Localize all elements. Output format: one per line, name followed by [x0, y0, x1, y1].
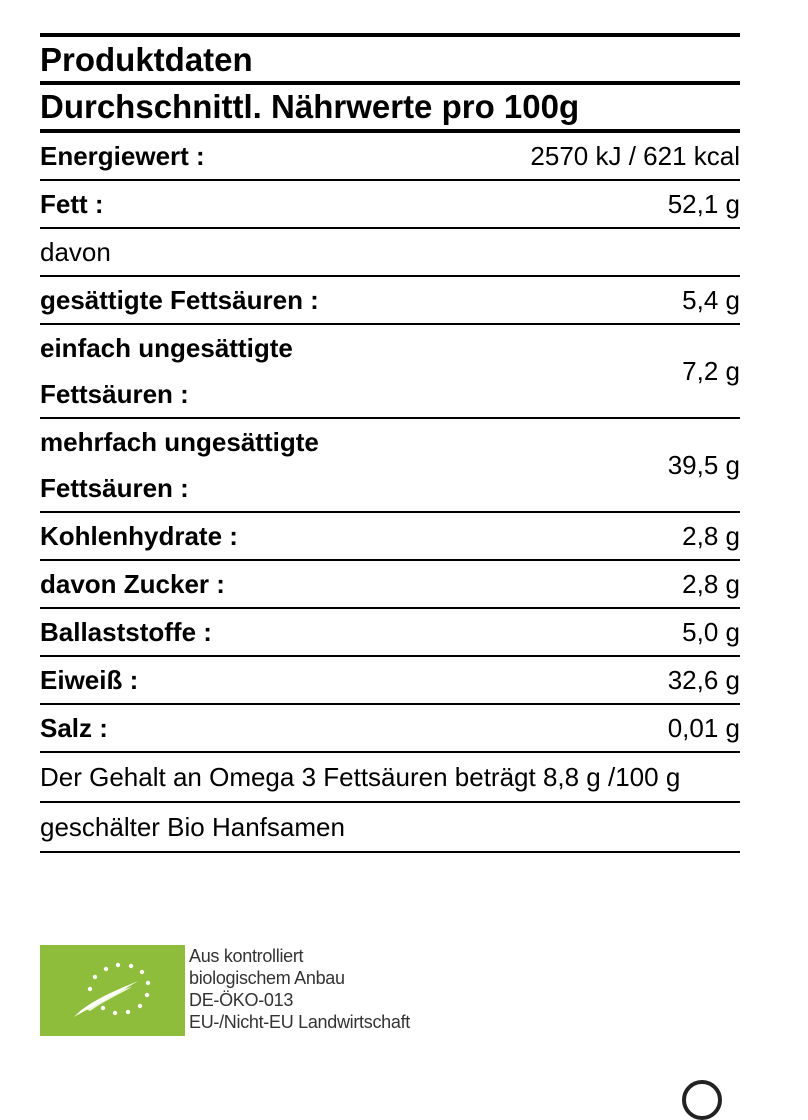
certification-line: biologischem Anbau	[189, 968, 345, 988]
row-label-line: mehrfach ungesättigte	[40, 427, 319, 457]
row-value: 52,1 g	[667, 188, 740, 219]
row-label: Eiweiß :	[40, 665, 139, 695]
note-text: geschälter Bio Hanfsamen	[40, 812, 345, 842]
row-label-line: Fettsäuren :	[40, 473, 189, 503]
organic-certification-badge	[40, 945, 410, 1036]
row-value: 2570 kJ / 621 kcal	[530, 140, 740, 171]
row-value: 5,0 g	[682, 616, 740, 647]
nutrition-row-protein	[40, 657, 740, 705]
row-value: 2,8 g	[682, 568, 740, 599]
nutrition-row-fiber	[40, 609, 740, 657]
row-label: Kohlenhydrate :	[40, 521, 238, 551]
nutrition-subtitle	[40, 81, 740, 133]
row-label: Fett :	[40, 189, 104, 219]
row-label	[40, 325, 293, 417]
row-value: 0,01 g	[667, 712, 740, 743]
certification-text	[189, 945, 410, 1033]
product-description	[40, 803, 740, 853]
row-label-line: Fettsäuren :	[40, 379, 189, 409]
eu-organic-leaf-icon	[40, 945, 185, 1036]
product-data-title	[40, 33, 740, 81]
nutrition-row-carbohydrates	[40, 513, 740, 561]
nutrition-row-saturated-fat	[40, 277, 740, 325]
note-text: Der Gehalt an Omega 3 Fettsäuren beträgt 8,8 g /100 g	[40, 762, 681, 792]
omega3-note	[40, 753, 740, 803]
row-label: davon Zucker :	[40, 569, 225, 599]
row-label: gesättigte Fettsäuren :	[40, 285, 319, 315]
row-label: davon	[40, 237, 111, 267]
nutrition-row-sugar	[40, 561, 740, 609]
row-value: 32,6 g	[667, 664, 740, 695]
row-label: Ballaststoffe :	[40, 617, 212, 647]
certification-line: DE-ÖKO-013	[189, 990, 294, 1010]
title-text: Produktdaten	[40, 41, 253, 78]
row-label	[40, 419, 319, 511]
row-label: Salz :	[40, 713, 108, 743]
nutrition-row-fat	[40, 181, 740, 229]
row-value: 39,5 g	[667, 449, 740, 480]
row-label: Energiewert :	[40, 141, 205, 171]
nutrition-row-salt	[40, 705, 740, 753]
partial-circle-icon	[682, 1080, 722, 1120]
row-value: 5,4 g	[682, 284, 740, 315]
product-data-table	[40, 33, 740, 853]
row-value: 7,2 g	[682, 355, 740, 386]
nutrition-row-energy	[40, 133, 740, 181]
nutrition-row-polyunsaturated-fat	[40, 419, 740, 513]
row-value: 2,8 g	[682, 520, 740, 551]
nutrition-row-davon	[40, 229, 740, 277]
nutrition-row-monounsaturated-fat	[40, 325, 740, 419]
certification-line: Aus kontrolliert	[189, 946, 304, 966]
subtitle-text: Durchschnittl. Nährwerte pro 100g	[40, 88, 580, 125]
certification-line: EU-/Nicht-EU Landwirtschaft	[189, 1012, 410, 1032]
row-label-line: einfach ungesättigte	[40, 333, 293, 363]
